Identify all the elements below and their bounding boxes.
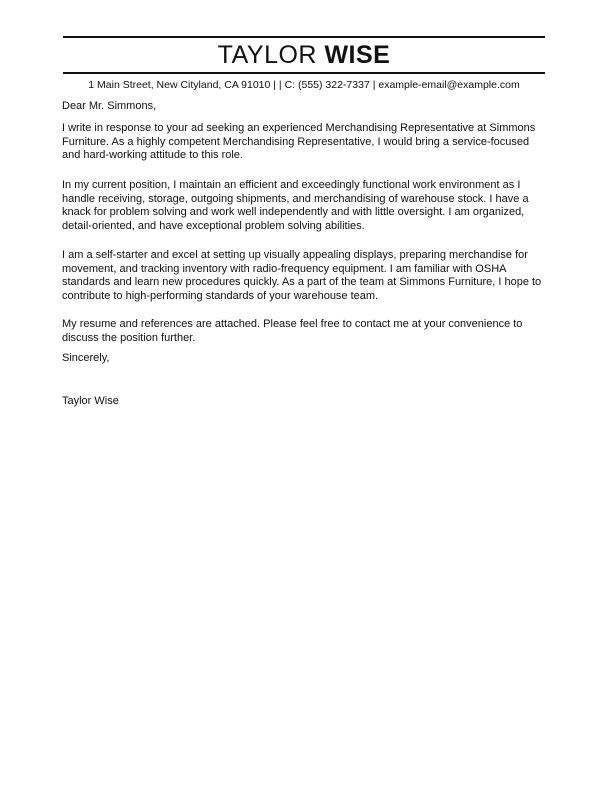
contact-line: 1 Main Street, New Cityland, CA 91010 | | C: (555) 322-7337 | example-email@example.com [88, 79, 520, 91]
paragraph-2: In my current position, I maintain an efficient and exceedingly functional work environment as I handle receiving, storage, outgoing shipments, and merchandising of warehouse stock. I have a knack for problem solving and work well independently and with little oversight. I am organized, detail-oriented, and have exceptional problem solving abilities. [62, 179, 529, 232]
signature: Taylor Wise [62, 395, 119, 407]
last-name: WISE [324, 41, 391, 69]
paragraph-4: My resume and references are attached. Please feel free to contact me at your convenience to discuss the position further. [62, 318, 523, 344]
paragraph-3: I am a self-starter and excel at setting up visually appealing displays, preparing merchandise for movement, and tracking inventory with radio-frequency equipment. I am familiar with OSHA standards and learn new procedures quickly. As a part of the team at Simmons Furniture, I hope to contribute to high-performing standards of your warehouse team. [62, 249, 542, 302]
paragraph-1: I write in response to your ad seeking an experienced Merchandising Representative at Simmons Furniture. As a highly competent Merchandising Representative, I would bring a service-focused and hard-working attitude to this role. [62, 122, 536, 161]
header-bottom-rule [63, 72, 545, 74]
closing: Sincerely, [62, 352, 110, 364]
salutation: Dear Mr. Simmons, [62, 100, 157, 112]
first-name: TAYLOR [217, 41, 317, 69]
header-top-rule [63, 36, 545, 38]
applicant-name [63, 40, 545, 70]
